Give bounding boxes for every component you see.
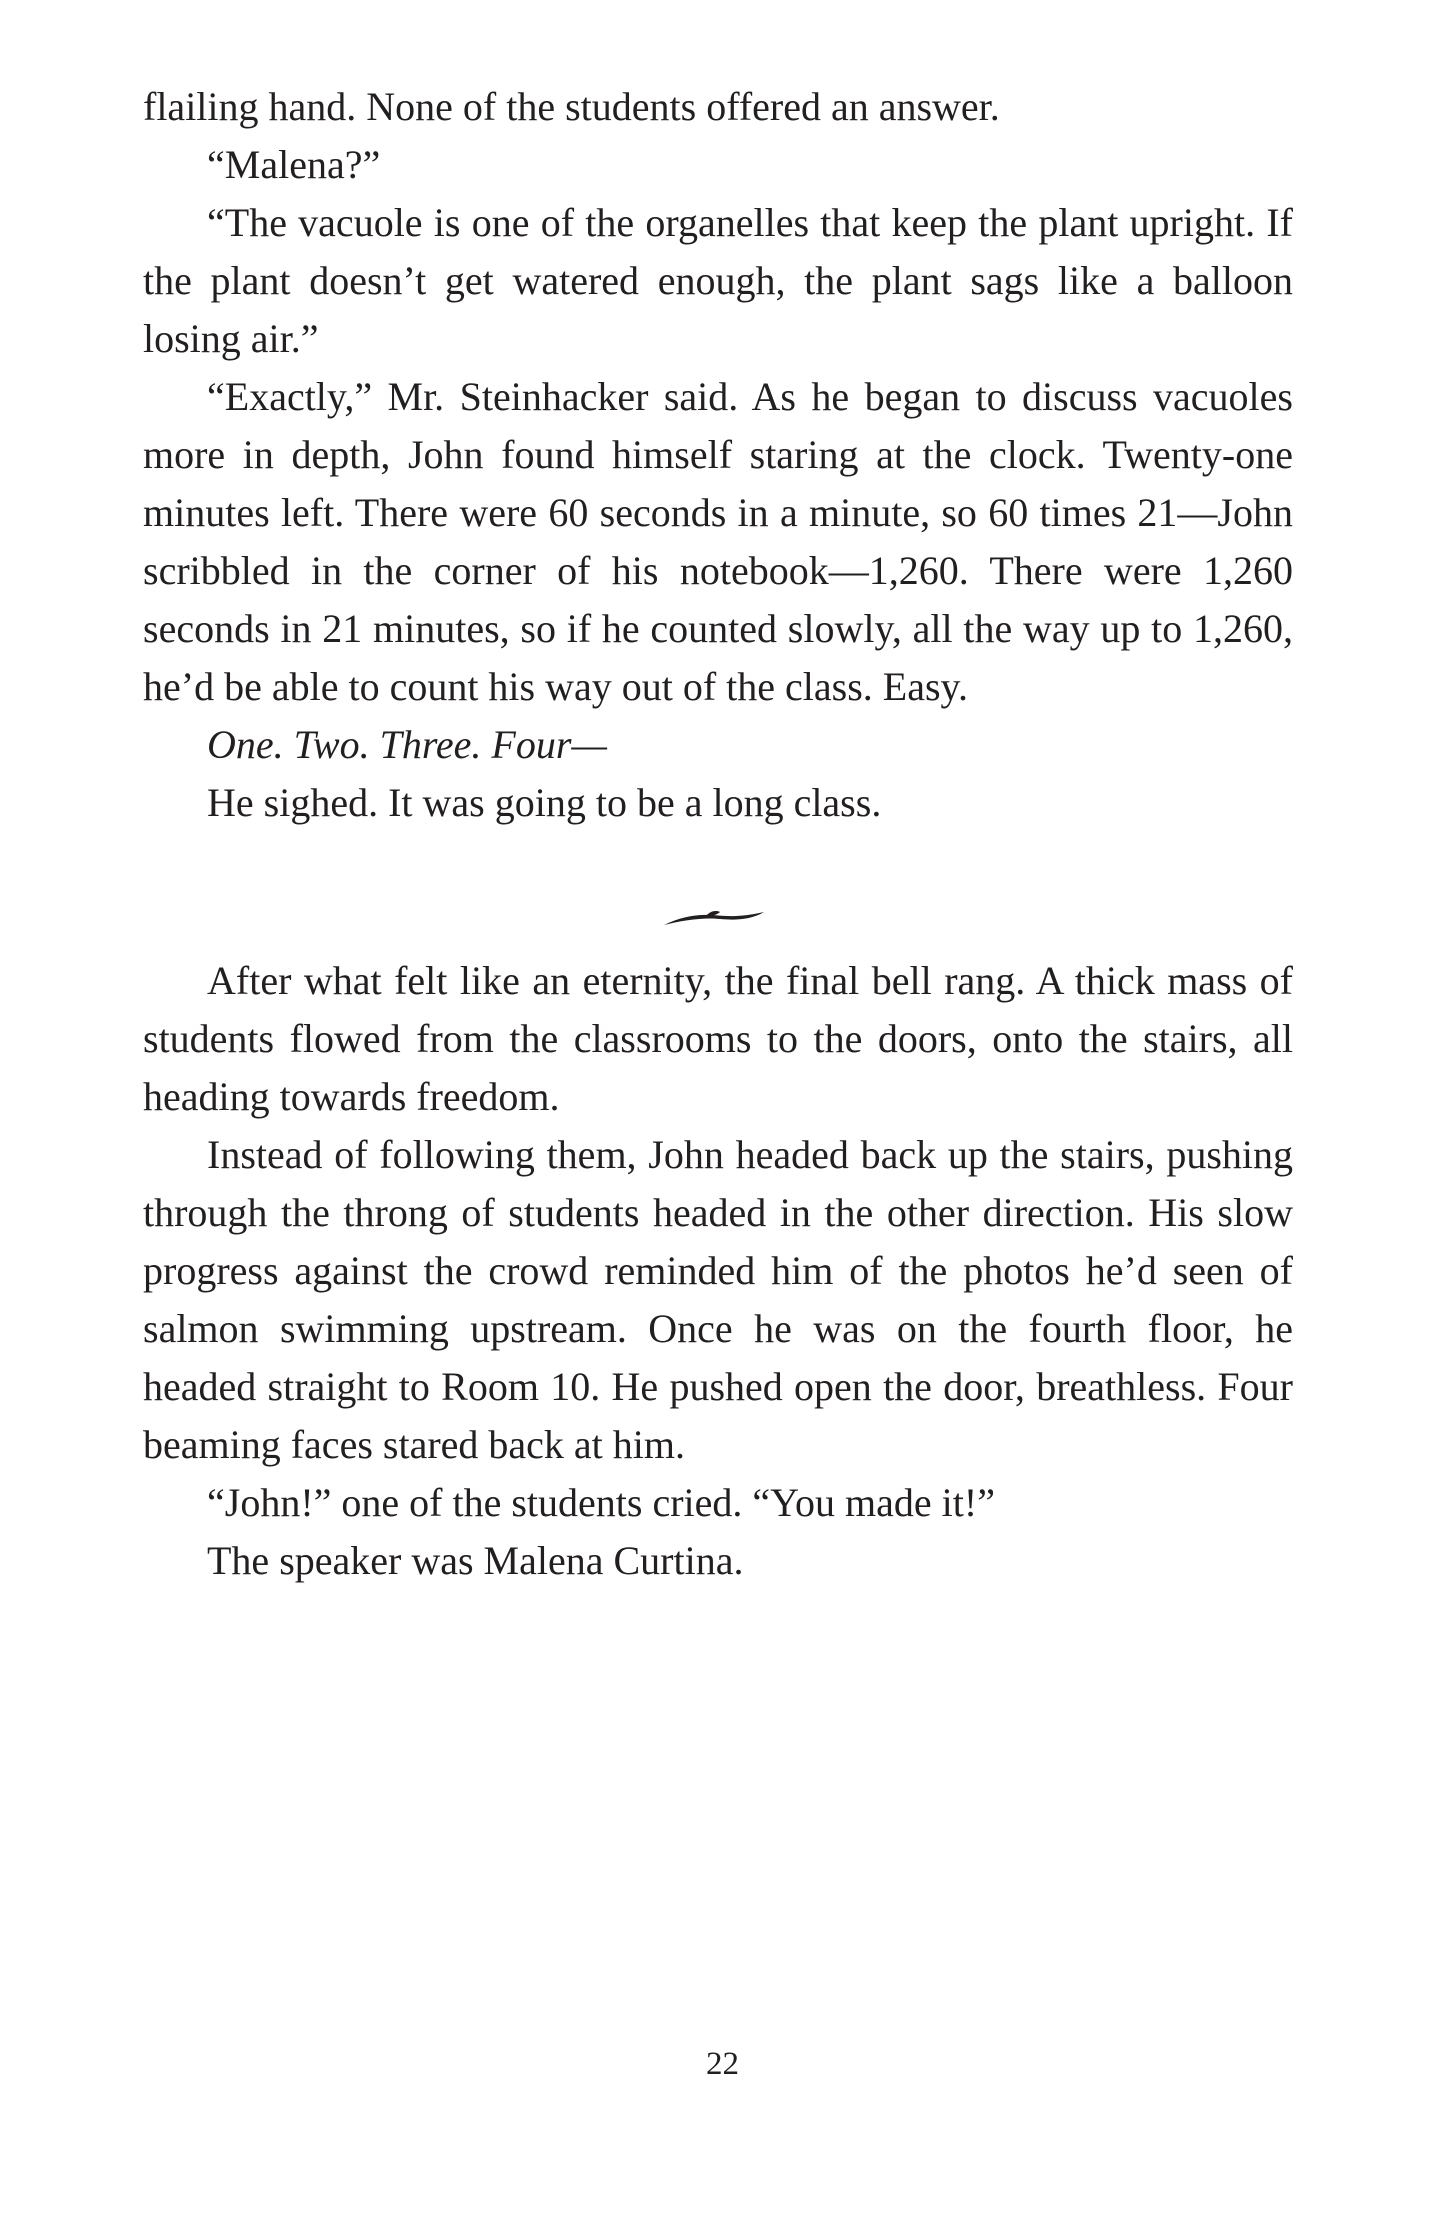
body-text-after-break — [143, 952, 1293, 1590]
flourish-ornament-icon — [662, 906, 766, 932]
paragraph: “John!” one of the students cried. “You made it!” — [207, 1480, 995, 1525]
paragraph: “The vacuole is one of the organelles that keep the plant upright. If the plant doesn’t get watered enough, the plant sags like a balloon losing air.” — [143, 200, 1293, 361]
paragraph: “Malena?” — [207, 142, 381, 187]
paragraph: “Exactly,” Mr. Steinhacker said. As he began to discuss vacuoles more in depth, John found himself staring at the clock. Twenty-one minutes left. There were 60 seconds in a minute, so 60 times 21—John scribbled in the corner of his notebook—1,260. There were 1,260 seconds in 21 minutes, so if he counted slowly, all the way up to 1,260, he’d be able to count his way out of the class. Easy. — [143, 374, 1293, 709]
paragraph: He sighed. It was going to be a long class. — [207, 780, 882, 825]
body-text-before-break — [143, 78, 1293, 832]
page-number: 22 — [706, 2046, 739, 2082]
paragraph: The speaker was Malena Curtina. — [207, 1538, 744, 1583]
paragraph: After what felt like an eternity, the final bell rang. A thick mass of students flowed from the classrooms to the doors, onto the stairs, all heading towards freedom. — [143, 958, 1293, 1119]
paragraph: Instead of following them, John headed back up the stairs, pushing through the throng of students headed in the other direction. His slow progress against the crowd reminded him of the photos he’d seen of salmon swimming upstream. Once he was on the fourth floor, he headed straight to Room 10. He pushed open the door, breathless. Four beaming faces stared back at him. — [143, 1132, 1293, 1467]
paragraph: One. Two. Three. Four— — [207, 722, 607, 767]
paragraph: flailing hand. None of the students offered an answer. — [143, 84, 1000, 129]
